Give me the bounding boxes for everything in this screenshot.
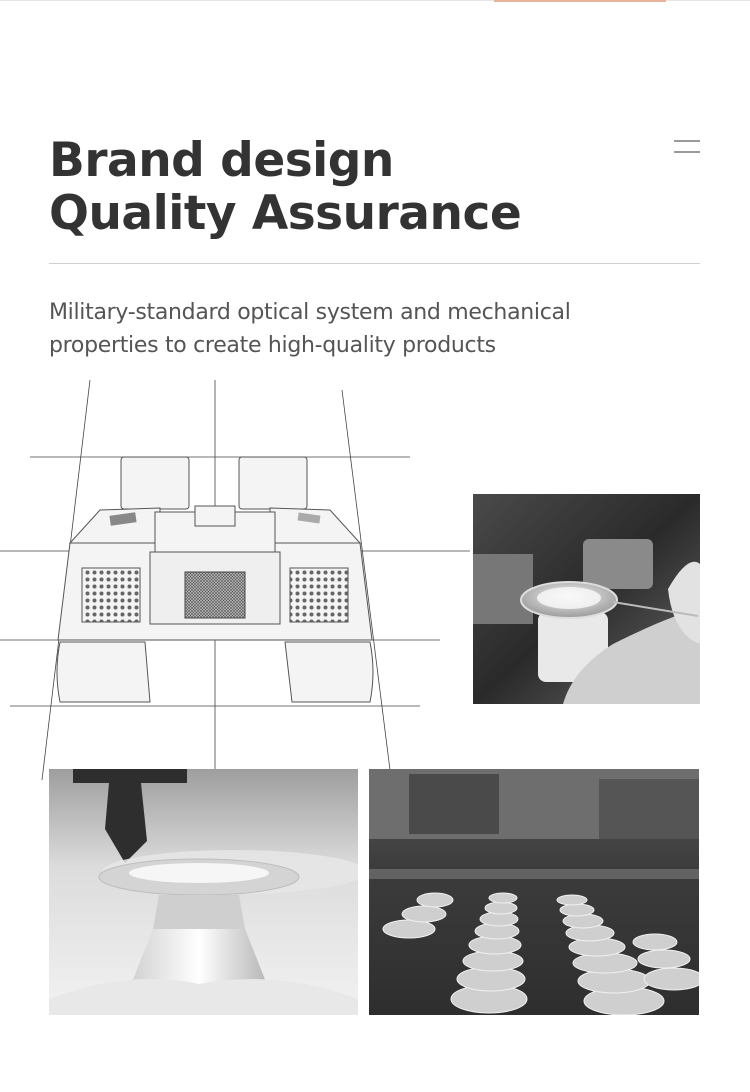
lens-cutting-photo: [49, 769, 358, 1015]
lens-production-line-photo: [369, 769, 699, 1015]
subtitle-line-1: Military-standard optical system and mechanical: [49, 300, 571, 325]
hamburger-menu-icon[interactable]: [674, 140, 700, 154]
lens-inspection-photo: [473, 494, 700, 704]
binocular-sketch-illustration: [0, 380, 470, 780]
title-divider: [49, 263, 700, 264]
title-line-2: Quality Assurance: [49, 186, 522, 241]
title-line-1: Brand design: [49, 133, 394, 188]
subtitle-line-2: properties to create high-quality products: [49, 333, 496, 358]
section-subtitle: [49, 296, 649, 362]
page-title: [49, 134, 521, 240]
top-accent-bar: [494, 0, 666, 2]
